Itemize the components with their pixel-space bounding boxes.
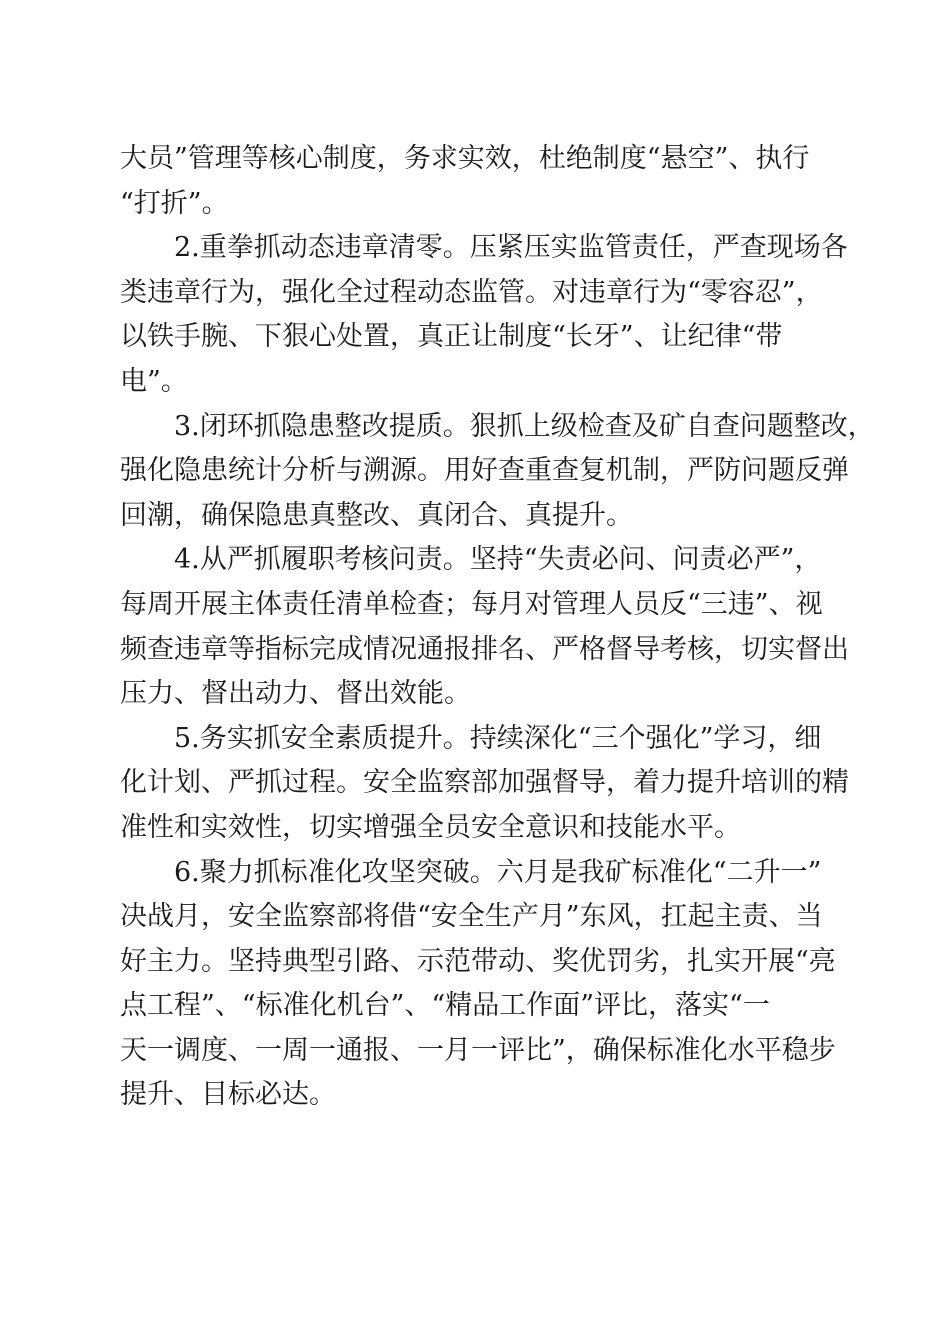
- text-line: 电”。: [120, 365, 188, 397]
- text-line: 以铁手腕、下狠心处置，真正让制度“长牙”、让纪律“带: [120, 321, 783, 353]
- paragraph-2-start: 2.重拳抓动态违章清零。压紧压实监管责任，严查现场各: [174, 232, 848, 264]
- paragraph-5-start: 5.务实抓安全素质提升。持续深化“三个强化”学习，细: [174, 722, 822, 754]
- paragraph-4-start: 4.从严抓履职考核问责。坚持“失责必问、问责必严”，: [174, 544, 822, 576]
- paragraph-3-start: 3.闭环抓隐患整改提质。狠抓上级检查及矿自查问题整改，: [174, 410, 875, 442]
- text-line: 提升、目标必达。: [120, 1079, 336, 1111]
- text-line: 强化隐患统计分析与溯源。用好查重查复机制，严防问题反弹: [120, 455, 849, 487]
- text-line: 决战月，安全监察部将借“安全生产月”东风，扛起主责、当: [120, 901, 823, 933]
- text-line: 点工程”、“标准化机台”、“精品工作面”评比，落实“一: [120, 990, 770, 1022]
- text-line: “打折”。: [120, 187, 229, 219]
- text-line: 压力、督出动力、督出效能。: [120, 678, 471, 710]
- text-line: 每周开展主体责任清单检查；每月对管理人员反“三违”、视: [120, 588, 823, 620]
- text-line: 频查违章等指标完成情况通报排名、严格督导考核，切实督出: [120, 633, 849, 665]
- text-line: 准性和实效性，切实增强全员安全意识和技能水平。: [120, 811, 741, 843]
- text-line: 好主力。坚持典型引路、示范带动、奖优罚劣，扎实开展“亮: [120, 945, 836, 977]
- text-line: 类违章行为，强化全过程动态监管。对违章行为“零容忍”，: [120, 276, 823, 308]
- text-line: 大员”管理等核心制度，务求实效，杜绝制度“悬空”、执行: [120, 143, 810, 174]
- document-body: [120, 137, 875, 1118]
- paragraph-6-start: 6.聚力抓标准化攻坚突破。六月是我矿标准化“二升一”: [174, 856, 822, 888]
- text-line: 回潮，确保隐患真整改、真闭合、真提升。: [120, 499, 633, 531]
- text-line: 天一调度、一周一通报、一月一评比”，确保标准化水平稳步: [120, 1034, 836, 1066]
- text-line: 化计划、严抓过程。安全监察部加强督导，着力提升培训的精: [120, 767, 849, 799]
